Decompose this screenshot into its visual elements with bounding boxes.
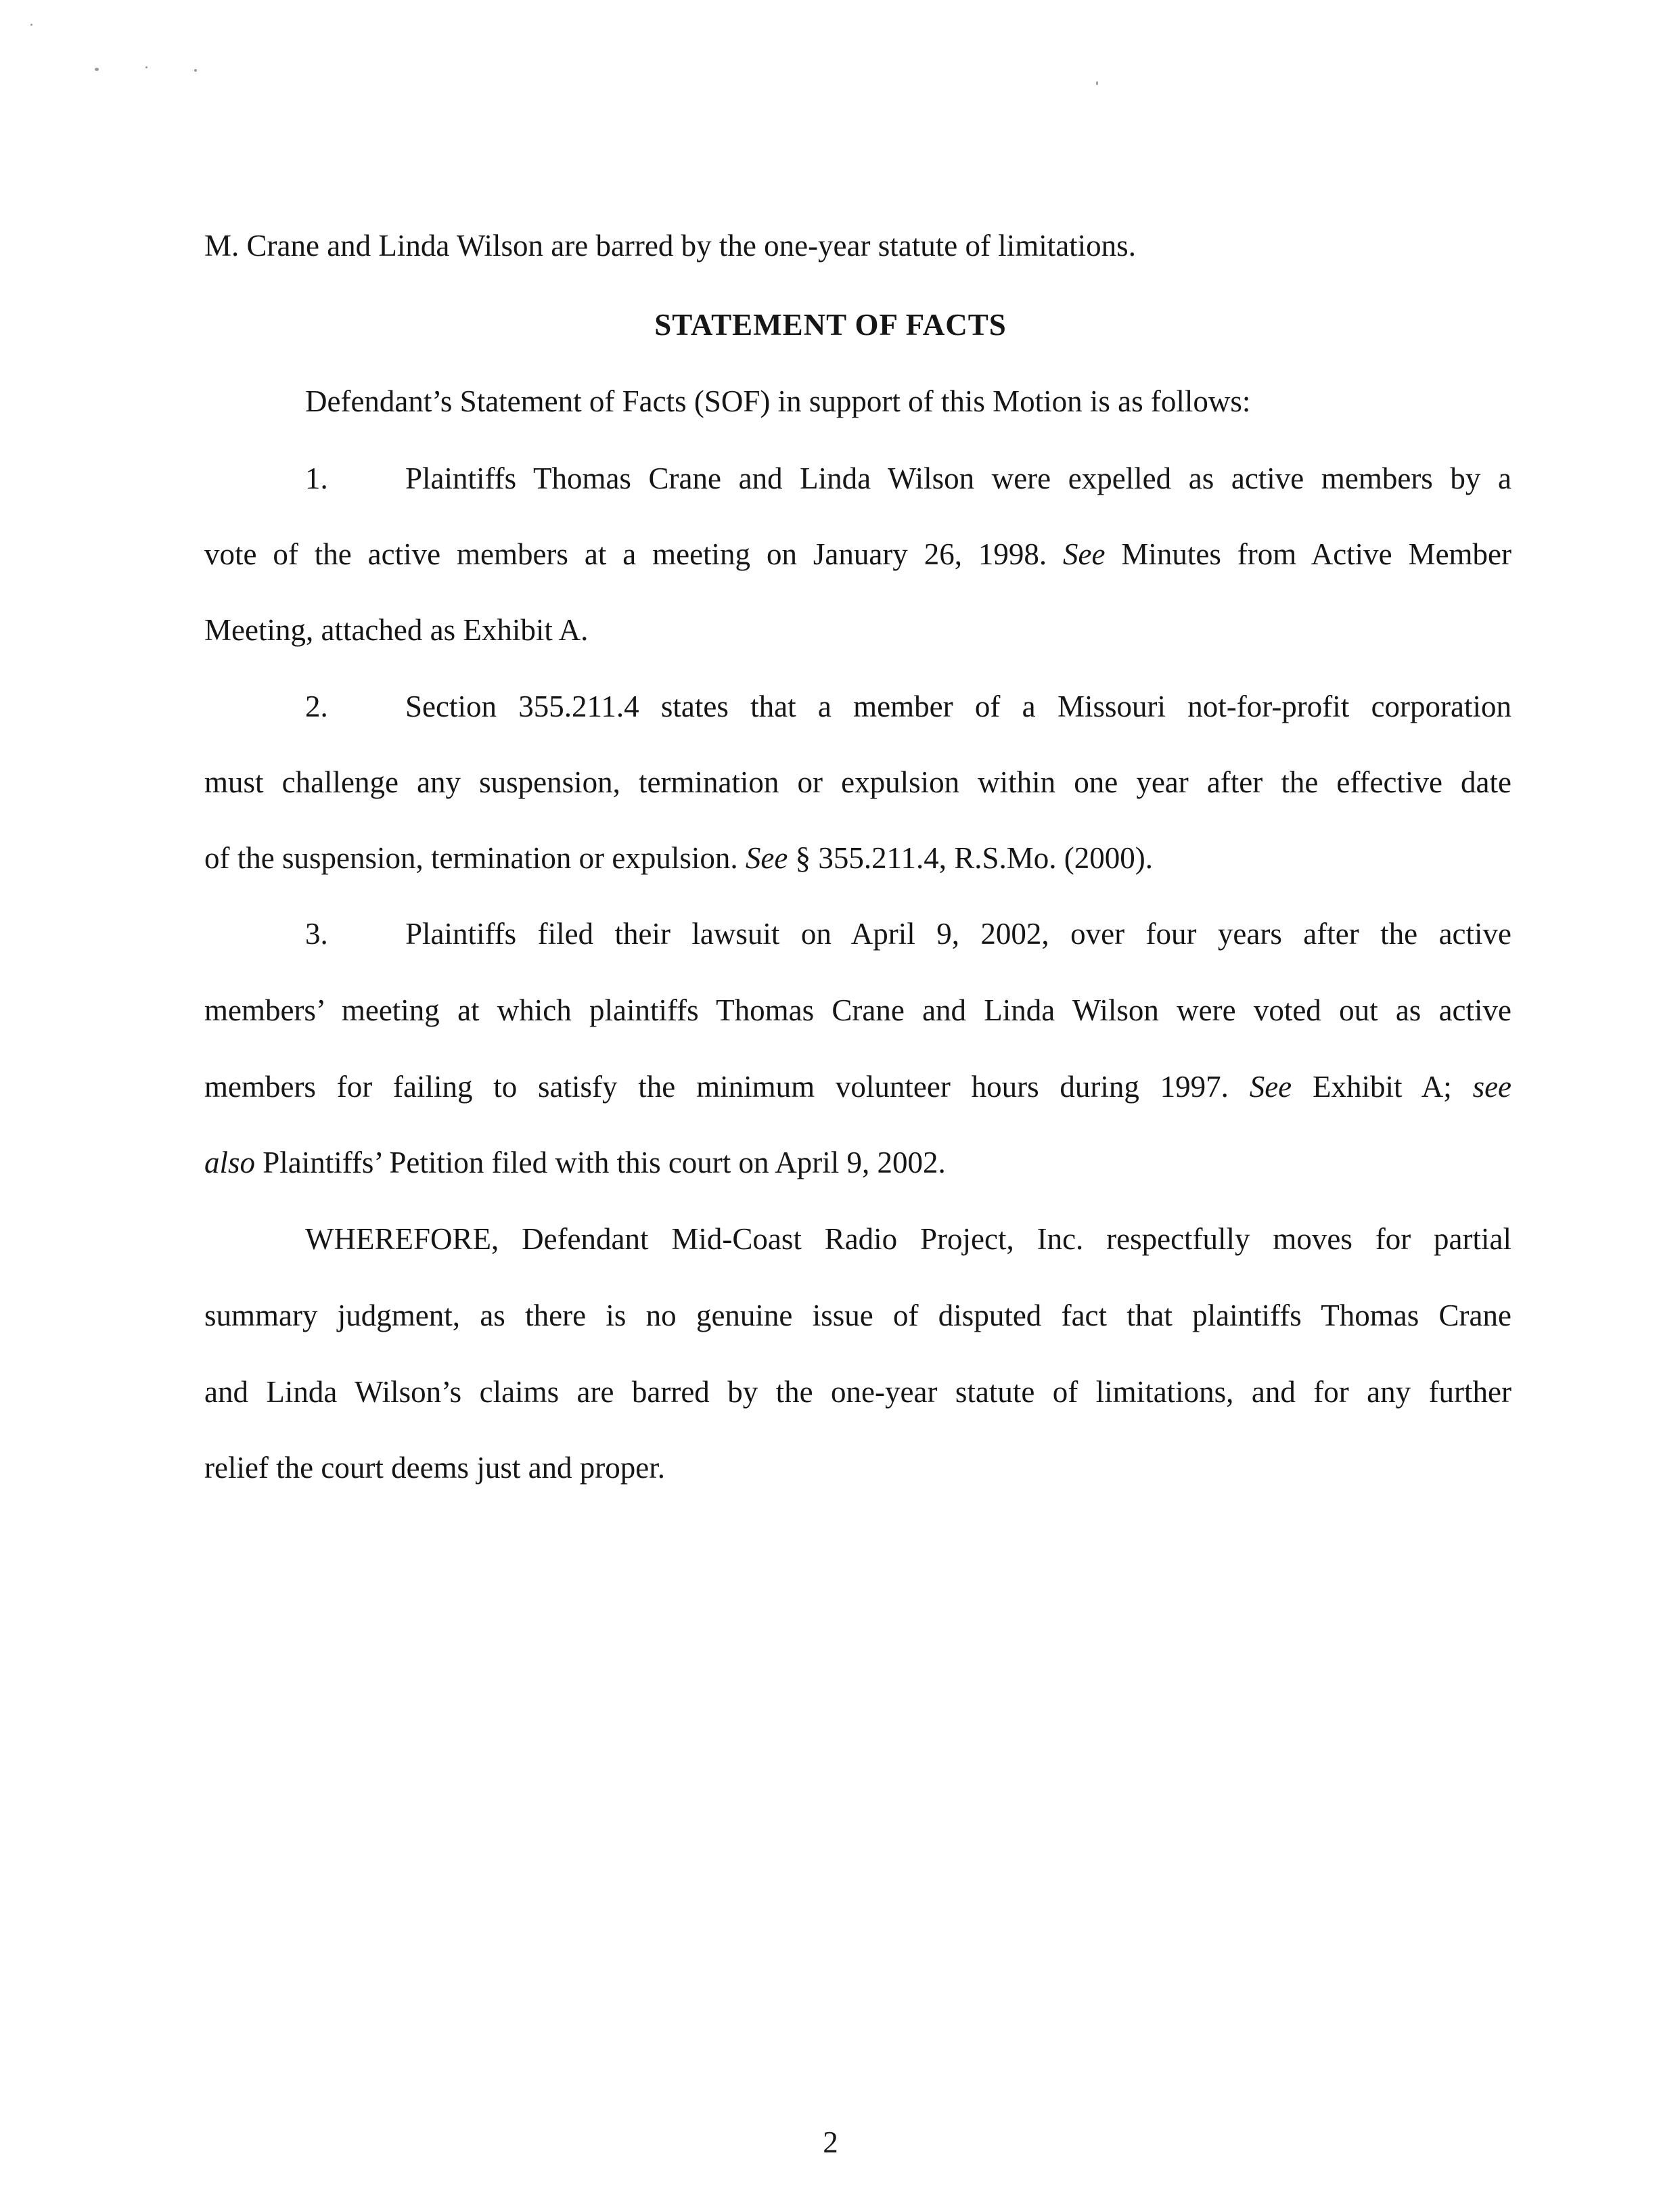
scan-speck [1096, 81, 1098, 85]
fact-3-line-4 [204, 1144, 946, 1181]
fact-1-line-2-citation: Minutes from Active Member [1121, 537, 1511, 571]
petition-reference: Plaintiffs’ Petition filed with this court on April 9, 2002. [263, 1146, 946, 1179]
fact-1-line-2-text: vote of the active members at a meeting on January 26, 1998. [204, 537, 1047, 571]
wherefore-line-4: relief the court deems just and proper. [204, 1451, 666, 1485]
fact-1-number: 1. [305, 461, 328, 495]
intro-paragraph: Defendant’s Statement of Facts (SOF) in support of this Motion is as follows: [305, 384, 1251, 418]
wherefore-line-2: summary judgment, as there is no genuine issue of disputed fact that plaintiffs Thomas Crane [204, 1299, 1511, 1332]
scan-speck [95, 68, 99, 71]
fact-1-line-3: Meeting, attached as Exhibit A. [204, 613, 589, 647]
scan-speck [145, 66, 147, 68]
page-number: 2 [823, 2125, 838, 2159]
scan-speck [194, 69, 197, 72]
fact-3-line-2: members’ meeting at which plaintiffs Thomas Crane and Linda Wilson were voted out as active [204, 993, 1511, 1027]
statute-citation: § 355.211.4, R.S.Mo. (2000). [795, 841, 1153, 875]
section-heading: STATEMENT OF FACTS [654, 308, 1007, 342]
fact-2-line-2: must challenge any suspension, termination or expulsion within one year after the effective date [204, 765, 1511, 799]
citation-signal-see: See [1063, 537, 1106, 571]
fact-2-line-3-text: of the suspension, termination or expulsion. [204, 841, 738, 875]
fact-1-line-2 [204, 535, 1511, 573]
opening-line: M. Crane and Linda Wilson are barred by the one-year statute of limitations. [204, 229, 1136, 263]
fact-1-text: Plaintiffs Thomas Crane and Linda Wilson were expelled as active members by a [405, 461, 1511, 495]
wherefore-line-1: WHEREFORE, Defendant Mid-Coast Radio Project, Inc. respectfully moves for partial [305, 1222, 1511, 1256]
citation-signal-also: also [204, 1146, 256, 1179]
fact-3-number: 3. [305, 917, 328, 951]
fact-3-line-3-text: members for failing to satisfy the minimum volunteer hours during 1997. [204, 1070, 1229, 1104]
wherefore-line-3: and Linda Wilson’s claims are barred by the one-year statute of limitations, and for any further [204, 1375, 1511, 1409]
fact-3-line-3 [204, 1068, 1511, 1106]
fact-3-text: Plaintiffs filed their lawsuit on April 9, 2002, over four years after the active [405, 917, 1511, 951]
scan-speck [30, 24, 32, 26]
citation-signal-see-also: see [1472, 1070, 1512, 1104]
fact-1-line-1 [305, 459, 1511, 497]
citation-signal-see: See [745, 841, 788, 875]
fact-2-number: 2. [305, 690, 328, 723]
fact-2-line-1 [305, 687, 1511, 725]
fact-2-line-3 [204, 839, 1153, 877]
fact-3-line-1 [305, 915, 1511, 953]
fact-2-text: Section 355.211.4 states that a member of a Missouri not-for-profit corporation [405, 690, 1511, 723]
exhibit-reference: Exhibit A; [1312, 1070, 1452, 1104]
citation-signal-see: See [1249, 1070, 1292, 1104]
